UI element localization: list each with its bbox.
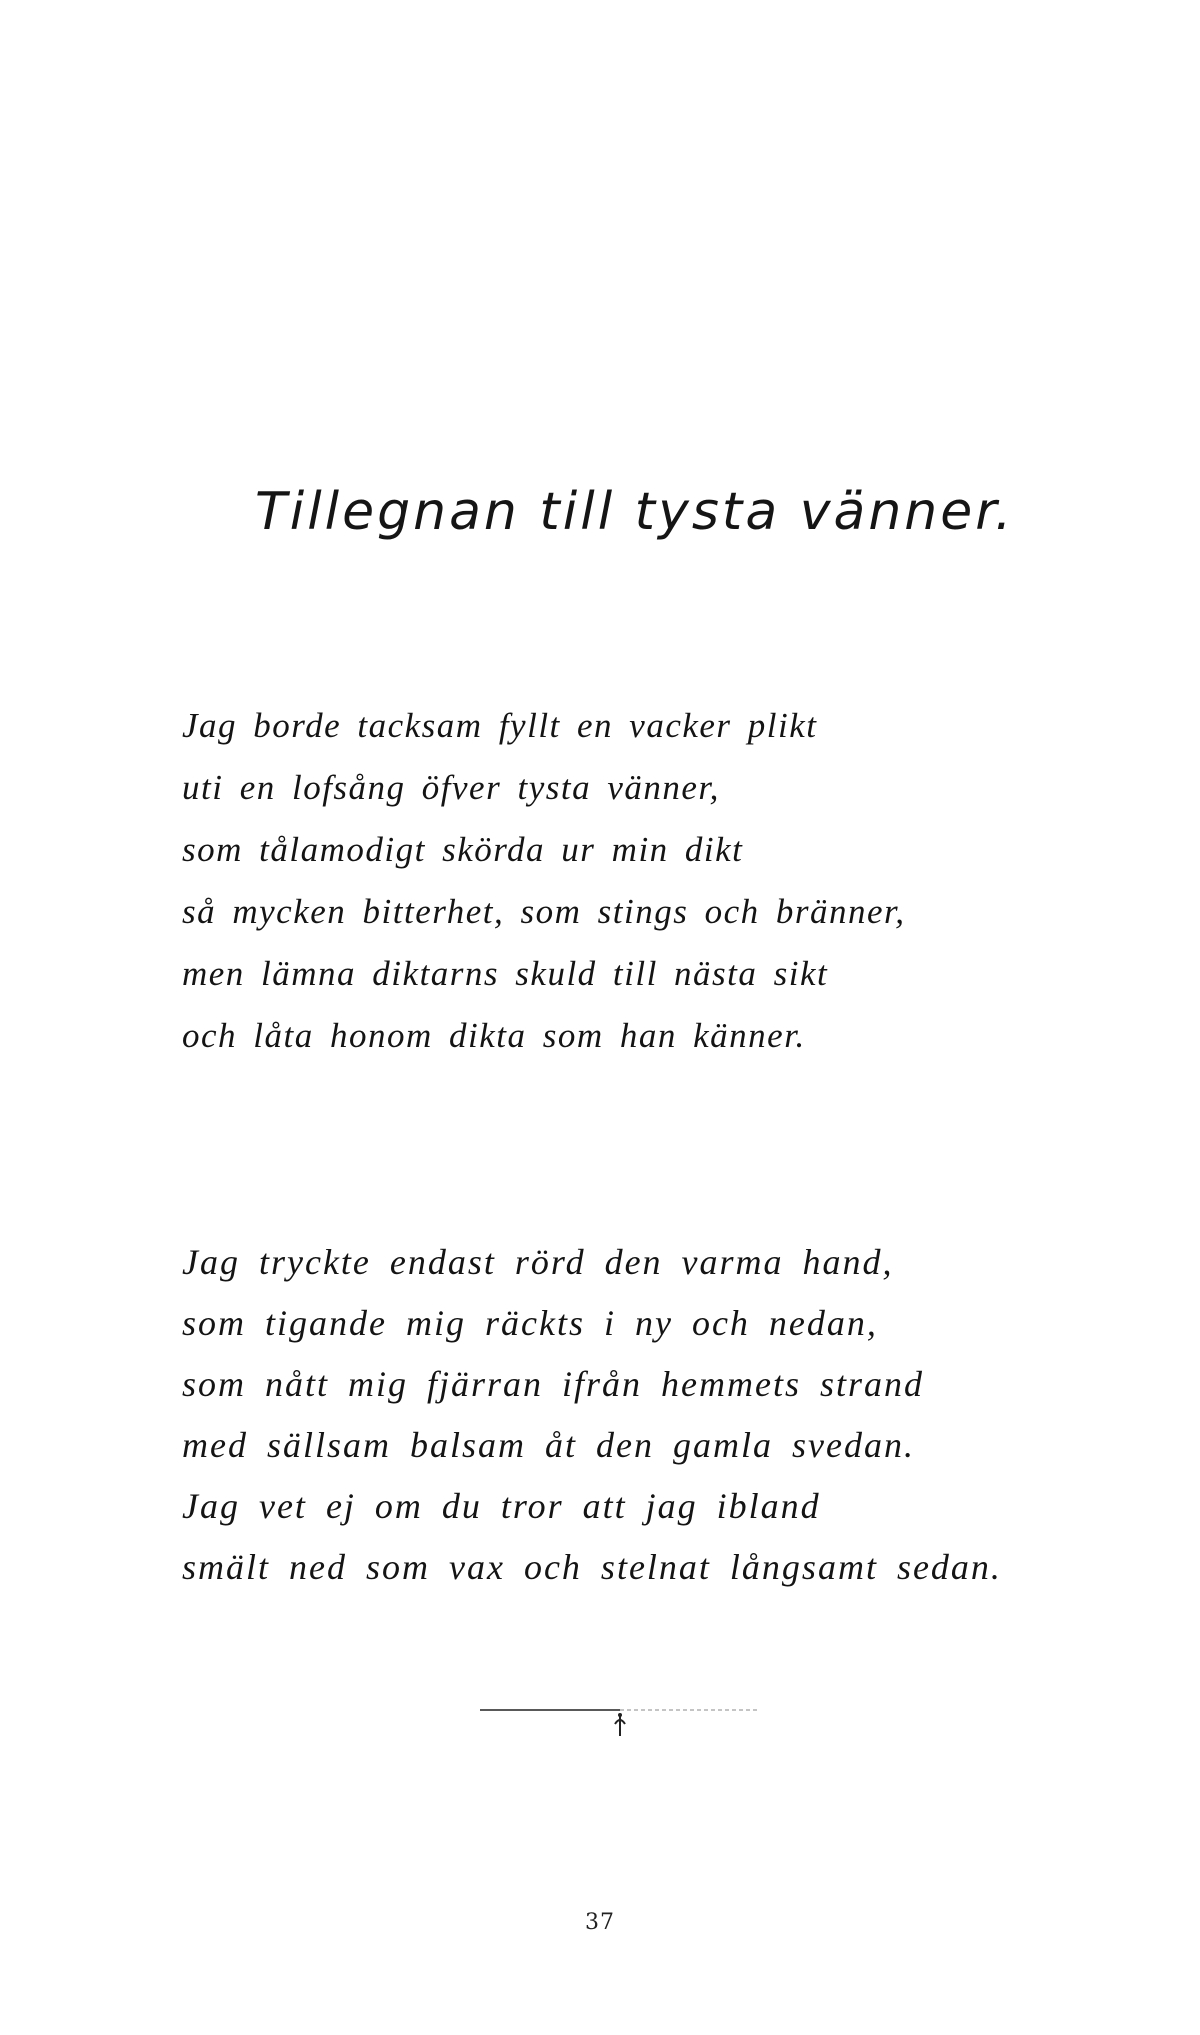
poem-title: Tillegnan till tysta vänner. <box>255 482 1015 542</box>
verse-line: så mycken bitterhet, som stings och bränner, <box>182 892 906 931</box>
verse-line: Jag vet ej om du tror att jag ibland <box>182 1486 821 1526</box>
stanza-2 <box>182 1232 1002 1598</box>
verse-line: smält ned som vax och stelnat långsamt sedan. <box>182 1547 1002 1587</box>
verse-line: med sällsam balsam åt den gamla svedan. <box>182 1425 915 1465</box>
verse-line: men lämna diktarns skuld till nästa sikt <box>182 954 829 993</box>
verse-line: som nått mig fjärran ifrån hemmets strand <box>182 1364 925 1404</box>
verse-line: Jag tryckte endast rörd den varma hand, <box>182 1242 894 1282</box>
verse-line: som tigande mig räckts i ny och nedan, <box>182 1303 878 1343</box>
verse-line: Jag borde tacksam fyllt en vacker plikt <box>182 706 818 745</box>
ornament-divider-icon <box>480 1702 760 1742</box>
stanza-1 <box>182 695 906 1067</box>
page-number: 37 <box>585 1910 615 1935</box>
verse-line: och låta honom dikta som han känner. <box>182 1016 806 1055</box>
verse-line: uti en lofsång öfver tysta vänner, <box>182 768 720 807</box>
verse-line: som tålamodigt skörda ur min dikt <box>182 830 744 869</box>
